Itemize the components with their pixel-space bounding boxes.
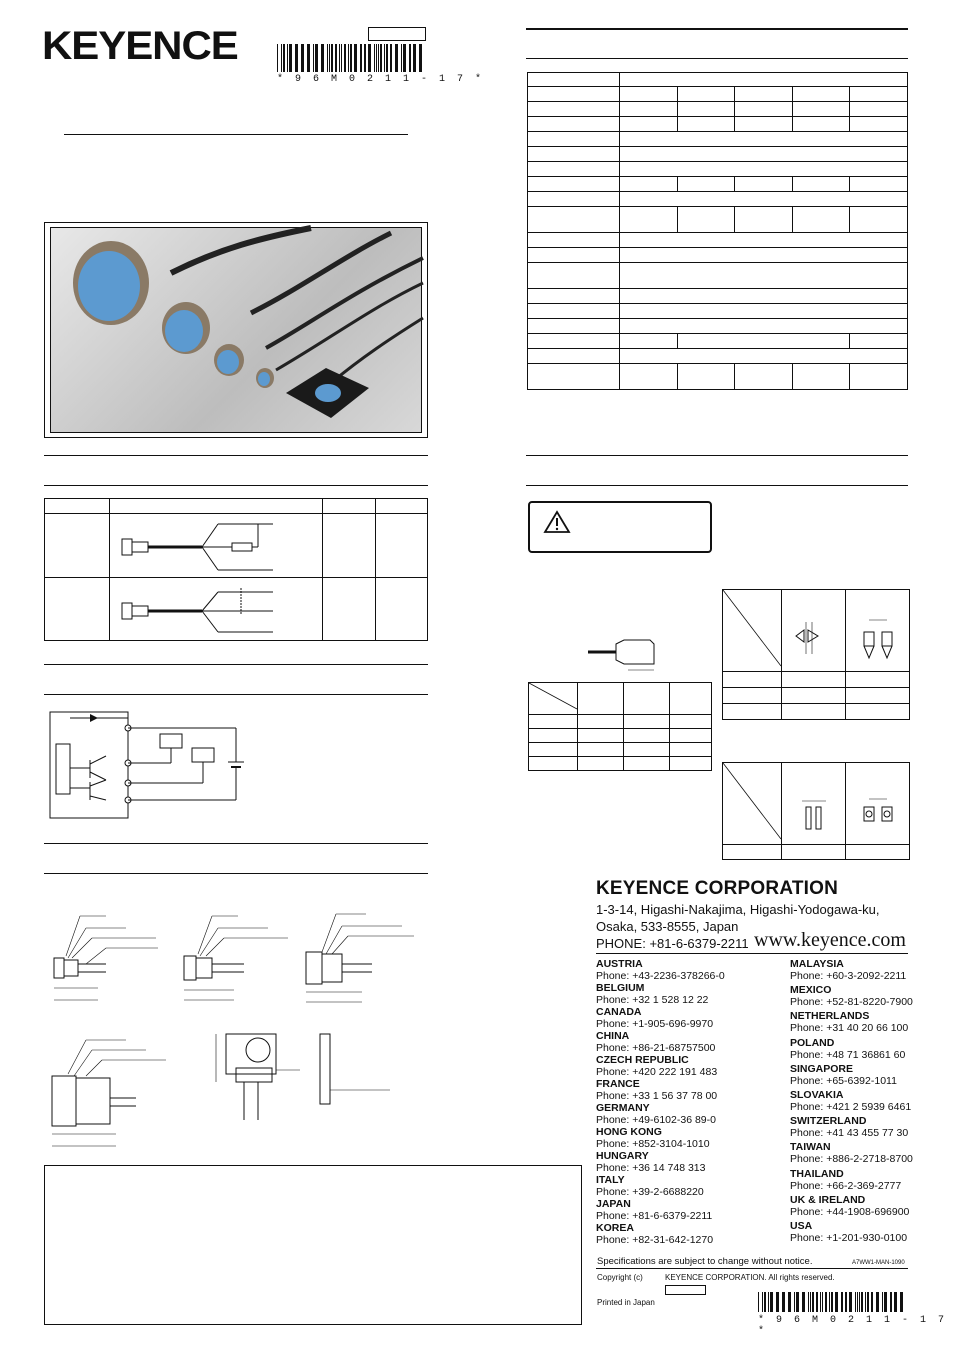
office-phone: Phone: +852-3104-1010 [596, 1138, 710, 1150]
interference-table-1 [722, 589, 910, 720]
wiring-diagram-2 [118, 580, 288, 640]
office-phone: Phone: +1-905-696-9970 [596, 1018, 714, 1030]
section-rule [526, 485, 908, 486]
office-phone: Phone: +420 222 191 483 [596, 1066, 718, 1078]
office-phone: Phone: +60-3-2092-2211 [790, 970, 907, 982]
office-item [790, 1142, 913, 1165]
office-item [596, 1031, 715, 1054]
dimensions-m8 [46, 908, 166, 1008]
office-phone: Phone: +33 1 56 37 78 00 [596, 1090, 718, 1102]
caution-box [528, 501, 712, 553]
office-item [790, 1090, 911, 1113]
office-country: SLOVAKIA [790, 1089, 844, 1101]
office-country: CZECH REPUBLIC [596, 1054, 689, 1066]
office-phone: Phone: +52-81-8220-7900 [790, 996, 913, 1009]
office-phone: Phone: +86-21-68757500 [596, 1042, 716, 1054]
office-item [596, 1127, 710, 1150]
office-phone: Phone: +66-2-369-2777 [790, 1179, 902, 1192]
office-phone: Phone: +82-31-642-1270 [596, 1234, 714, 1246]
interference-table-2 [722, 762, 910, 860]
office-country: GERMANY [596, 1102, 650, 1114]
office-country: CANADA [596, 1006, 642, 1018]
warning-icon [544, 511, 570, 533]
office-item [790, 1011, 908, 1034]
office-country: FRANCE [596, 1078, 640, 1090]
office-item [596, 1199, 712, 1222]
office-country: MALAYSIA [790, 958, 844, 970]
office-country: AUSTRIA [596, 958, 643, 970]
office-phone: Phone: +421 2 5939 6461 [790, 1101, 912, 1113]
office-item [596, 959, 725, 982]
office-phone: Phone: +32 1 528 12 22 [596, 994, 709, 1006]
dimensions-m30 [46, 1032, 186, 1152]
mounting-table [528, 682, 712, 771]
office-country: THAILAND [790, 1167, 844, 1180]
office-phone: Phone: +36 14 748 313 [596, 1162, 706, 1174]
office-country: JAPAN [596, 1198, 631, 1210]
dimensions-flat-type [210, 1030, 410, 1130]
connector-drawing [588, 636, 668, 676]
dimensions-m18 [302, 908, 422, 1008]
section-rule [44, 843, 428, 844]
office-phone: Phone: +43-2236-378266-0 [596, 970, 725, 982]
office-country: TAIWAN [790, 1141, 831, 1154]
office-country: HUNGARY [596, 1150, 649, 1162]
office-item [596, 1223, 713, 1246]
office-country: UK & IRELAND [790, 1193, 866, 1206]
office-item [596, 1055, 717, 1078]
company-address-1: 1-3-14, Higashi-Nakajima, Higashi-Yodogawa-ku, [596, 902, 880, 917]
dimensions-m12 [178, 908, 298, 1008]
office-country: NETHERLANDS [790, 1010, 870, 1023]
spec-title-rule [526, 28, 908, 30]
office-country: SWITZERLAND [790, 1115, 867, 1128]
copyright-label: Copyright (c) [597, 1273, 643, 1282]
specifications-table [527, 72, 908, 390]
office-phone: Phone: +48 71 36861 60 [790, 1048, 906, 1061]
office-country: MEXICO [790, 984, 832, 997]
office-item [596, 1175, 704, 1198]
doc-number-box-bottom [665, 1285, 706, 1295]
product-photo [50, 227, 422, 433]
barcode-top [277, 44, 427, 74]
section-rule [44, 694, 428, 695]
section-rule [526, 455, 908, 456]
office-item [790, 985, 913, 1008]
wiring-diagram-1 [118, 516, 288, 576]
office-country: HONG KONG [596, 1126, 662, 1138]
office-country: POLAND [790, 1036, 835, 1049]
barcode-top-text: * 9 6 M 0 2 1 1 - 1 7 * [277, 74, 485, 85]
office-phone: Phone: +65-6392-1011 [790, 1074, 897, 1087]
office-phone: Phone: +44-1908-696900 [790, 1205, 910, 1218]
footer-rule [596, 1268, 908, 1269]
office-country: KOREA [596, 1222, 634, 1234]
printed-in: Printed in Japan [597, 1298, 655, 1307]
office-phone: Phone: +39-2-6688220 [596, 1186, 704, 1198]
spec-title-rule [526, 58, 908, 59]
office-country: BELGIUM [596, 982, 645, 994]
section-rule [44, 664, 428, 665]
office-item [596, 1103, 716, 1126]
title-rule [64, 134, 408, 135]
office-item [790, 1038, 905, 1061]
office-item [596, 983, 708, 1006]
doc-number-box [368, 27, 426, 41]
company-website-link[interactable]: www.keyence.com [754, 929, 906, 951]
office-item [790, 1064, 897, 1087]
office-item [790, 1116, 908, 1139]
office-country: USA [790, 1220, 813, 1232]
spec-change-notice: Specifications are subject to change without notice. [597, 1256, 813, 1267]
section-rule [44, 455, 428, 456]
office-item [596, 1151, 705, 1174]
section-rule [44, 485, 428, 486]
office-country: CHINA [596, 1030, 630, 1042]
barcode-bottom-text: * 9 6 M 0 2 1 1 - 1 7 * [758, 1315, 948, 1337]
office-item [790, 1169, 901, 1192]
office-item [790, 959, 906, 982]
notes-box [44, 1165, 582, 1325]
office-phone: Phone: +49-6102-36 89-0 [596, 1114, 716, 1126]
company-address-2: Osaka, 533-8555, Japan [596, 919, 739, 934]
company-phone: PHONE: +81-6-6379-2211 [596, 936, 749, 951]
office-phone: Phone: +1-201-930-0100 [790, 1232, 908, 1244]
office-phone: Phone: +31 40 20 66 100 [790, 1022, 909, 1035]
keyence-logo: KEYENCE [42, 24, 238, 68]
office-item [790, 1221, 907, 1244]
office-phone: Phone: +41 43 455 77 30 [790, 1127, 909, 1140]
company-name: KEYENCE CORPORATION [596, 878, 839, 899]
copyright-text: KEYENCE CORPORATION. All rights reserved. [665, 1273, 835, 1282]
office-phone: Phone: +81-6-6379-2211 [596, 1210, 713, 1222]
internal-circuit-diagram [46, 708, 246, 823]
section-rule [44, 873, 428, 874]
office-phone: Phone: +886-2-2718-8700 [790, 1153, 913, 1166]
office-country: ITALY [596, 1174, 625, 1186]
barcode-bottom [758, 1292, 908, 1314]
company-rule [596, 953, 908, 954]
office-country: SINGAPORE [790, 1062, 854, 1075]
office-item [596, 1007, 713, 1030]
doc-code: A7WW1-MAN-1090 [852, 1260, 905, 1266]
office-item [596, 1079, 717, 1102]
office-item [790, 1195, 909, 1218]
